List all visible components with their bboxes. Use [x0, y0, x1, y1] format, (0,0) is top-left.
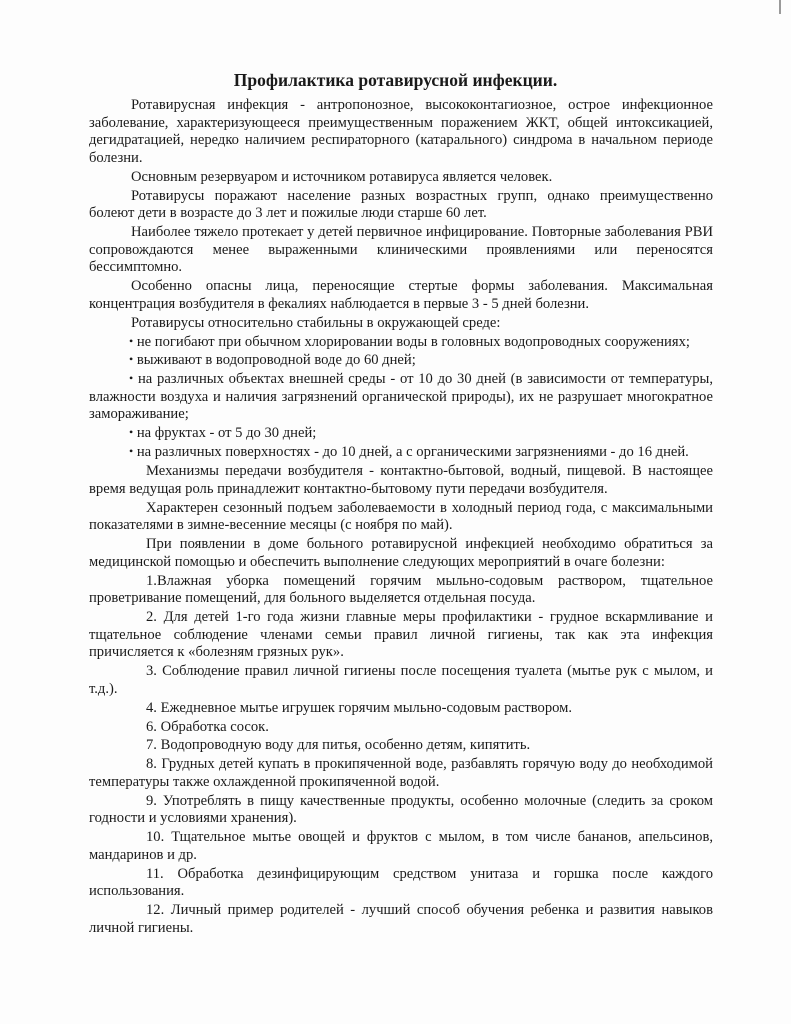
paragraph-definition: Ротавирусная инфекция - антропонозное, высококонтагиозное, острое инфекционное заболевание, характеризующееся преимущественным поражением ЖКТ, общей интоксикацией, дегидратацией, нередко наличием респираторного (катарального) синдрома в начальном периоде болезни.	[89, 97, 713, 166]
list-item-text: выживают в водопроводной воде до 60 дней;	[136, 352, 416, 369]
measure-item: 9. Употреблять в пищу качественные продукты, особенно молочные (следить за сроком годности и условиями хранения).	[89, 792, 713, 827]
list-item	[89, 371, 713, 424]
measure-item: 4. Ежедневное мытье игрушек горячим мыльно-содовым раствором.	[146, 699, 573, 716]
page-title: Профилактика ротавирусной инфекции.	[233, 70, 558, 90]
list-item	[89, 352, 713, 370]
measures-list	[89, 573, 713, 938]
paragraph-source: Основным резервуаром и источником ротавируса является человек.	[131, 168, 553, 185]
measure-item: 12. Личный пример родителей - лучший способ обучения ребенка и развития навыков личной гигиены.	[89, 902, 713, 936]
paragraph-severity: Наиболее тяжело протекает у детей первичное инфицирование. Повторные заболевания РВИ сопровождаются менее выраженными клиническими проявлениями или переносятся бессимптомно.	[89, 224, 713, 276]
stability-bullet-list	[89, 334, 713, 462]
bullet-icon: •	[129, 371, 134, 386]
list-item-text: на различных поверхностях - до 10 дней, а с органическими загрязнениями - до 16 дней.	[136, 444, 689, 461]
measure-item: 1.Влажная уборка помещений горячим мыльно-содовым раствором, тщательное проветривание помещений, для больного выделяется отдельная посуда.	[89, 572, 713, 607]
measure-item: 6. Обработка сосок.	[146, 718, 269, 735]
paragraph-transmission: Механизмы передачи возбудителя - контактно-бытовой, водный, пищевой. В настоящее время ведущая роль принадлежит контактно-бытовому пути передачи возбудителя.	[89, 463, 713, 497]
list-item-text: на различных объектах внешней среды - от 10 до 30 дней (в зависимости от температуры, влажности воздуха и наличия загрязнений органической природы), их не разрушает многократное замораживание;	[89, 371, 713, 423]
paragraph-carriers: Особенно опасны лица, переносящие стертые формы заболевания. Максимальная концентрация возбудителя в фекалиях наблюдается в первые 3 - 5 дней болезни.	[89, 278, 713, 312]
bullet-icon: •	[129, 444, 134, 459]
measure-item: 3. Соблюдение правил личной гигиены после посещения туалета (мытье рук с мылом, и т.д.).	[89, 663, 713, 697]
list-item-text: на фруктах - от 5 до 30 дней;	[136, 425, 317, 442]
scan-edge-mark	[779, 0, 781, 14]
paragraph-age-groups: Ротавирусы поражают население разных возрастных групп, однако преимущественно болеют дети в возрасте до 3 лет и пожилые люди старше 60 лет.	[89, 187, 713, 222]
measure-item: 11. Обработка дезинфицирующим средством унитаза и горшка после каждого использования.	[89, 865, 713, 900]
paragraph-measures-intro: При появлении в доме больного ротавирусной инфекцией необходимо обратиться за медицинской помощью и обеспечить выполнение следующих мероприятий в очаге болезни:	[89, 536, 713, 570]
paragraph-stability: Ротавирусы относительно стабильны в окружающей среде:	[131, 314, 501, 331]
list-item	[89, 444, 713, 462]
measure-item: 7. Водопроводную воду для питья, особенно детям, кипятить.	[146, 737, 531, 754]
paragraph-seasonality: Характерен сезонный подъем заболеваемости в холодный период года, с максимальными показателями в зимне-весенние месяцы (с ноября по май).	[89, 499, 713, 534]
measure-item: 2. Для детей 1-го года жизни главные меры профилактики - грудное вскармливание и тщательное соблюдение членами семьи правил личной гигиены, так как эта инфекция причисляется к «болезням грязных рук».	[89, 609, 713, 661]
list-item	[89, 334, 713, 352]
bullet-icon: •	[129, 425, 134, 440]
list-item-text: не погибают при обычном хлорировании воды в головных водопроводных сооружениях;	[136, 333, 690, 350]
measure-item: 8. Грудных детей купать в прокипяченной воде, разбавлять горячую воду до необходимой температуры также охлажденной прокипяченной водой.	[89, 756, 713, 790]
measure-item: 10. Тщательное мытье овощей и фруктов с мылом, в том числе бананов, апельсинов, мандаринов и др.	[89, 829, 713, 863]
document-body	[89, 97, 713, 939]
list-item	[89, 425, 713, 443]
bullet-icon: •	[129, 333, 134, 348]
bullet-icon: •	[129, 352, 134, 367]
